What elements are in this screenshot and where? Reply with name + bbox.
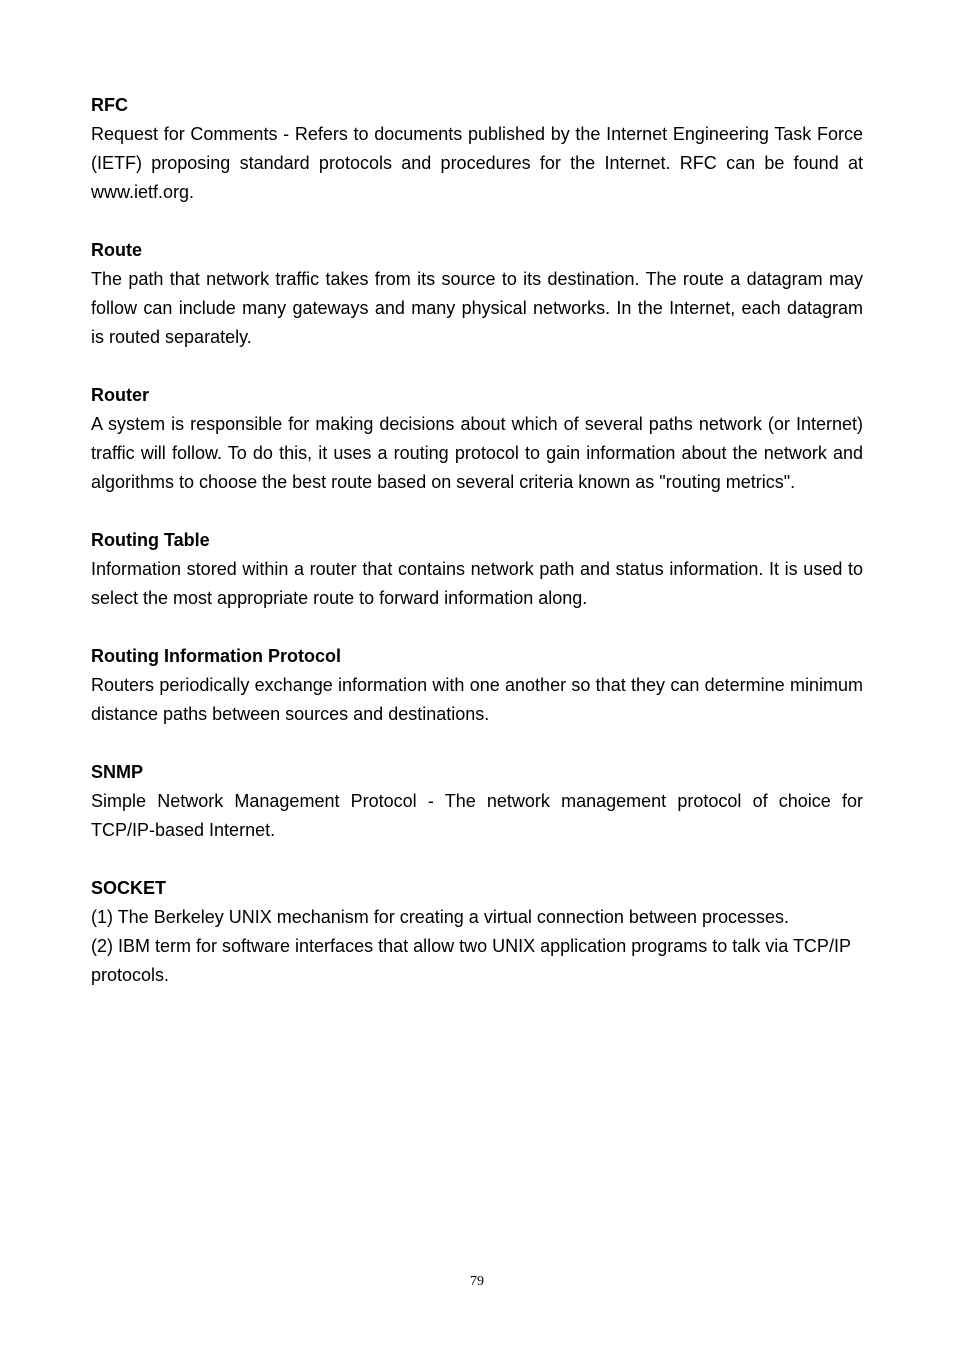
glossary-entry-rfc bbox=[91, 91, 863, 207]
term-heading: RFC bbox=[91, 95, 128, 115]
term-heading: Routing Table bbox=[91, 530, 210, 550]
term-definition-line-1: (1) The Berkeley UNIX mechanism for creating a virtual connection between processes. bbox=[91, 907, 789, 927]
glossary-entry-router bbox=[91, 381, 863, 497]
page-number: 79 bbox=[470, 1274, 484, 1289]
term-heading: Router bbox=[91, 385, 149, 405]
term-definition-line-2: (2) IBM term for software interfaces that allow two UNIX application programs to talk via TCP/IP protocols. bbox=[91, 936, 851, 985]
term-heading: Routing Information Protocol bbox=[91, 646, 341, 666]
glossary-page bbox=[91, 91, 863, 1019]
term-definition: Routers periodically exchange information with one another so that they can determine minimum distance paths between sources and destinations. bbox=[91, 675, 863, 724]
term-definition: Information stored within a router that contains network path and status information. It is used to select the most appropriate route to forward information along. bbox=[91, 559, 863, 608]
term-heading: Route bbox=[91, 240, 142, 260]
glossary-entry-rip bbox=[91, 642, 863, 729]
glossary-entry-routing-table bbox=[91, 526, 863, 613]
term-definition: Request for Comments - Refers to documents published by the Internet Engineering Task Force (IETF) proposing standard protocols and procedures for the Internet. RFC can be found at www.ietf.org. bbox=[91, 124, 863, 202]
term-heading: SOCKET bbox=[91, 878, 167, 898]
term-heading: SNMP bbox=[91, 762, 144, 782]
glossary-entry-route bbox=[91, 236, 863, 352]
glossary-entry-socket bbox=[91, 874, 863, 990]
term-definition: The path that network traffic takes from its source to its destination. The route a datagram may follow can include many gateways and many physical networks. In the Internet, each datagram is routed separately. bbox=[91, 269, 863, 347]
glossary-entry-snmp bbox=[91, 758, 863, 845]
term-definition: A system is responsible for making decisions about which of several paths network (or Internet) traffic will follow. To do this, it uses a routing protocol to gain information about the network and algorithms to choose the best route based on several criteria known as "routing metrics". bbox=[91, 414, 863, 492]
term-definition: Simple Network Management Protocol - The network management protocol of choice for TCP/IP-based Internet. bbox=[91, 791, 863, 840]
